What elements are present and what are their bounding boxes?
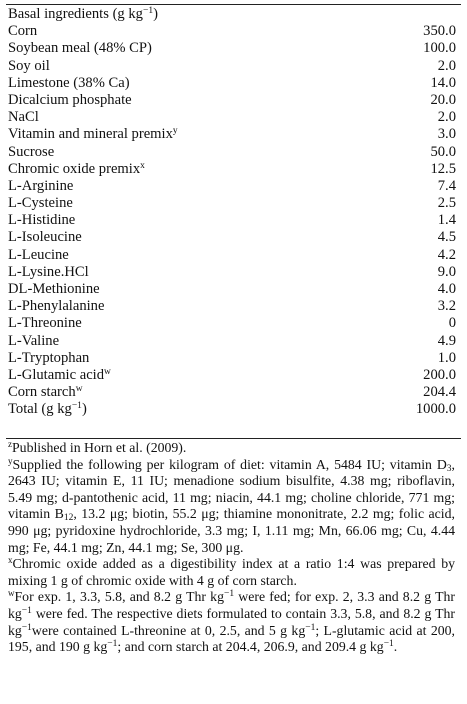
total-label: Total (g $kg^{-1}$): [8, 401, 87, 418]
ingredient-label: L-Glutamic acid$^w$: [8, 366, 111, 383]
footnote-y: $^y$Supplied the following per kilogram of diet: vitamin A, 5484 IU; vitamin $D_3$, 2643 IU; vitamin E, 11 IU; menadione sodium bisulfite, 4.38 mg; riboflavin, 5.49 mg; d-pantothenic acid, 11 mg; niacin, 44.1 mg; choline chloride, 771 mg; vitamin $B_{12}$, 13.2 μg; biotin, 55.2 μg; thiamine mononitrate, 2.2 mg; folic acid, 990 μg; pyridoxine hydrochloride, 3.3 mg; I, 1.11 mg; Mn, 66.06 mg; Cu, 4.44 mg; Fe, 44.1 mg; Zn, 44.1 mg; Se, 300 μg.: [8, 455, 455, 555]
table-row: [8, 126, 456, 143]
table-bottom-rule: [6, 438, 461, 439]
ingredient-label: L-Isoleucine: [8, 229, 82, 246]
ingredient-label: Vitamin and mineral premix$^y$: [8, 126, 178, 143]
ingredient-label: L-Cysteine: [8, 195, 73, 212]
footnotes: [8, 440, 455, 656]
footnote-marker: w: [75, 384, 83, 395]
ingredient-value: 4.9: [437, 332, 456, 349]
ingredient-value: 2.5: [437, 195, 456, 212]
ingredient-value: 9.0: [437, 263, 456, 280]
ingredient-label: Sucrose: [8, 143, 55, 160]
ingredient-label: L-Lysine.HCl: [8, 263, 89, 280]
table-row: [8, 247, 456, 264]
table-header-label: Basal ingredients (g $kg^{-1}$): [8, 6, 158, 22]
ingredient-label: L-Leucine: [8, 246, 69, 263]
table-row: [8, 195, 456, 212]
ingredient-value: 2.0: [437, 109, 456, 126]
table-body: [8, 23, 456, 401]
table-row: [8, 58, 456, 75]
ingredient-value: 14.0: [430, 74, 456, 91]
ingredient-label: L-Threonine: [8, 315, 82, 332]
table-row: [8, 40, 456, 57]
ingredient-value: 1.4: [437, 212, 456, 229]
ingredient-value: 1.0: [437, 349, 456, 366]
ingredient-value: 100.0: [423, 40, 456, 57]
ingredient-value: 2.0: [437, 57, 456, 74]
table-row: [8, 92, 456, 109]
ingredient-value: 12.5: [430, 160, 456, 177]
table-row: [8, 23, 456, 40]
ingredient-value: 4.2: [437, 246, 456, 263]
ingredient-label: L-Histidine: [8, 212, 76, 229]
table-row: [8, 212, 456, 229]
table-row: [8, 264, 456, 281]
ingredient-value: 200.0: [423, 366, 456, 383]
table-row: [8, 281, 456, 298]
footnote-marker: x: [140, 160, 145, 171]
ingredient-label: L-Phenylalanine: [8, 298, 105, 315]
table-row: [8, 384, 456, 401]
ingredient-label: Chromic oxide premix$^x$: [8, 160, 145, 177]
table-top-rule: [6, 4, 461, 5]
ingredient-value: 20.0: [430, 91, 456, 108]
ingredient-label: Soybean meal (48% CP): [8, 40, 152, 57]
table-row: [8, 367, 456, 384]
footnote-marker: w: [104, 366, 111, 377]
footnote-x: $^x$Chromic oxide added as a digestibility index at a ratio 1:4 was prepared by mixing 1 g of chromic oxide with 4 g of corn starch.: [8, 555, 455, 588]
table-header-row: [8, 6, 456, 23]
total-value: 1000.0: [415, 401, 456, 418]
table-row: [8, 178, 456, 195]
ingredient-value: 0: [448, 315, 456, 332]
ingredient-value: 4.0: [437, 281, 456, 297]
footnote-z: $^z$Published in Horn et al. (2009).: [8, 439, 187, 455]
table-row: [8, 144, 456, 161]
ingredient-value: 3.0: [437, 126, 456, 143]
ingredient-label: Soy oil: [8, 57, 50, 74]
ingredient-value: 350.0: [423, 23, 456, 40]
ingredient-label: NaCl: [8, 109, 39, 126]
table-row: [8, 333, 456, 350]
ingredient-label: Corn starch$^w$: [8, 384, 83, 401]
ingredient-label: L-Arginine: [8, 177, 74, 194]
ingredient-label: Corn: [8, 23, 38, 40]
ingredient-value: 50.0: [430, 143, 456, 160]
ingredient-value: 204.4: [423, 384, 456, 401]
table-row: [8, 229, 456, 246]
table-row: [8, 315, 456, 332]
ingredient-label: Dicalcium phosphate: [8, 91, 132, 108]
ingredient-value: 4.5: [437, 229, 456, 246]
table-row: [8, 350, 456, 367]
footnote-marker: y: [172, 126, 178, 137]
ingredient-label: L-Valine: [8, 332, 60, 349]
ingredient-value: 3.2: [437, 298, 456, 315]
ingredients-table: [8, 6, 456, 419]
table-row: [8, 161, 456, 178]
table-row: [8, 109, 456, 126]
ingredient-label: DL-Methionine: [8, 281, 100, 297]
table-total-row: [8, 401, 456, 418]
table-row: [8, 75, 456, 92]
ingredient-value: 7.4: [437, 177, 456, 194]
ingredient-label: Limestone (38% Ca): [8, 74, 130, 91]
table-row: [8, 298, 456, 315]
ingredient-label: L-Tryptophan: [8, 349, 90, 366]
footnote-w: $^w$For exp. 1, 3.3, 5.8, and 8.2 g Thr $kg^{-1}$ were fed; for exp. 2, 3.3 and 8.2 g Thr $kg^{-1}$ were fed. The respective diets formulated to contain 3.3, 5.8, and 8.2 g Thr $kg^{-1}were$ contained L-threonine at 0, 2.5, and 5 g $kg^{-1}$; L-glutamic acid at 200, 195, and 190 g $kg^{-1}$; and corn starch at 204.4, 206.9, and 209.4 g $kg^{-1}$.: [8, 588, 455, 655]
